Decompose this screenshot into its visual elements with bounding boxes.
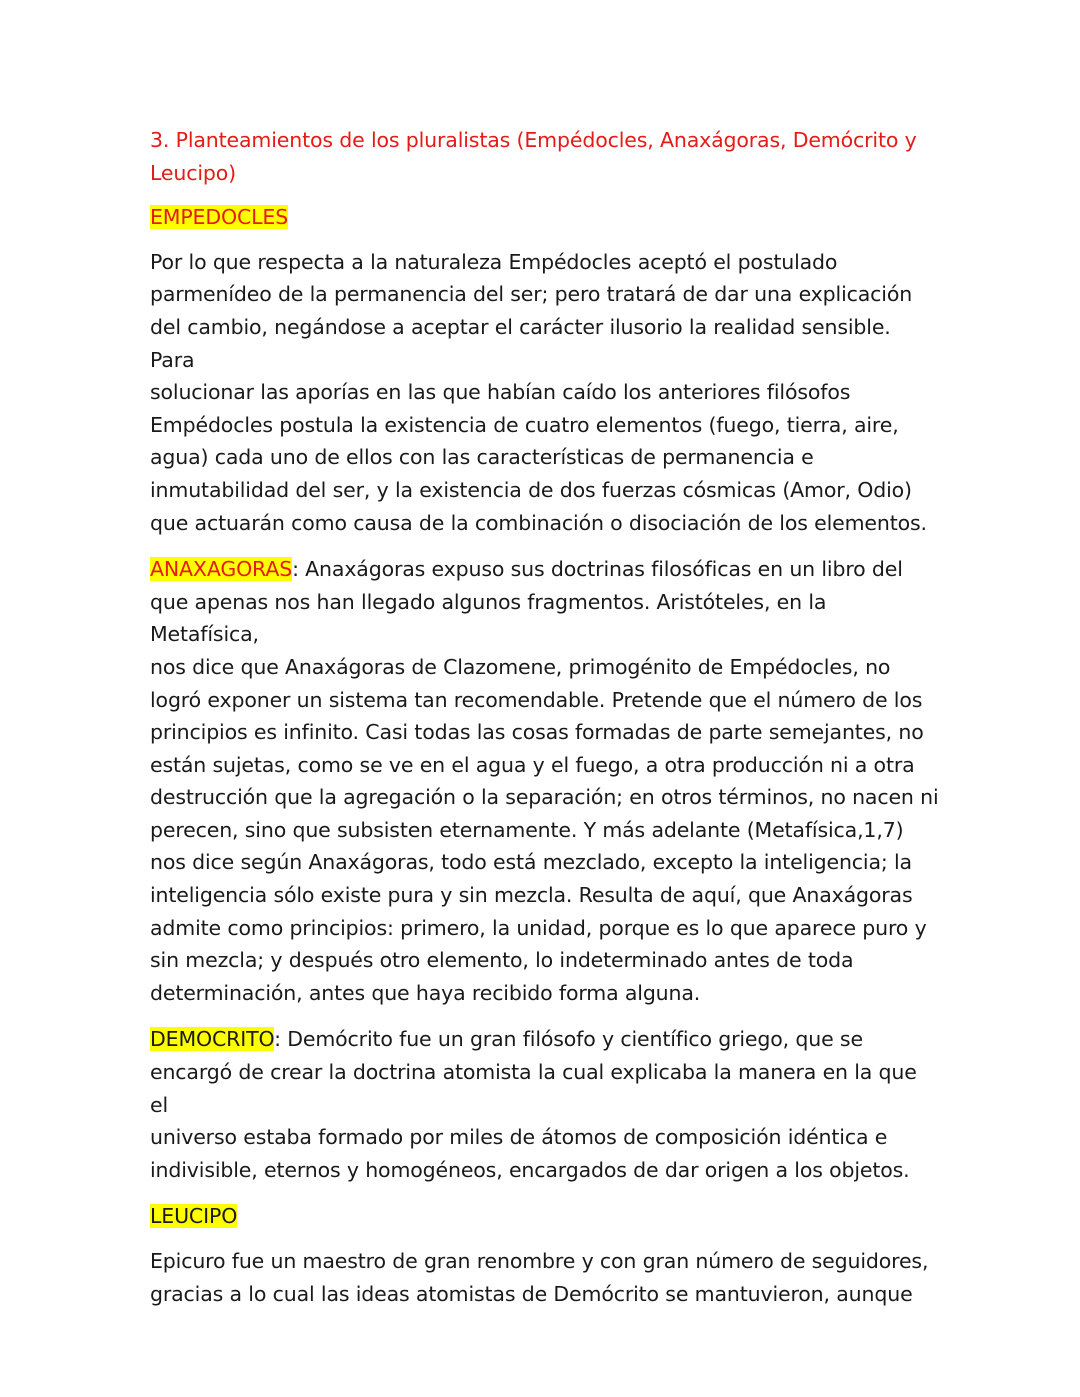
anaxagoras-paragraph bbox=[150, 553, 940, 1009]
empedocles-label: EMPEDOCLES bbox=[150, 205, 289, 230]
democrito-label: DEMOCRITO bbox=[150, 1027, 275, 1052]
democrito-text: : Demócrito fue un gran filósofo y científico griego, que se encargó de crear la doctrina atomista la cual explicaba la manera en la que el universo estaba formado por miles de átomos de composición idéntica e indivisible, eternos y homogéneos, encargados de dar origen a los objetos. bbox=[150, 1027, 917, 1182]
anaxagoras-label: ANAXAGORAS bbox=[150, 557, 293, 582]
leucipo-heading bbox=[150, 1200, 940, 1233]
empedocles-heading bbox=[150, 201, 940, 234]
democrito-paragraph bbox=[150, 1023, 940, 1186]
leucipo-paragraph: Epicuro fue un maestro de gran renombre y con gran número de seguidores, gracias a lo cual las ideas atomistas de Demócrito se mantuvieron, aunque bbox=[150, 1249, 929, 1306]
document-page bbox=[150, 124, 940, 1324]
anaxagoras-text: : Anaxágoras expuso sus doctrinas filosóficas en un libro del que apenas nos han llegado algunos fragmentos. Aristóteles, en la Metafísica, nos dice que Anaxágoras de Clazomene, primogénito de Empédocles, no logró exponer un sistema tan recomendable. Pretende que el número de los principios es infinito. Casi todas las cosas formadas de parte semejantes, no están sujetas, como se ve en el agua y el fuego, a otra producción ni a otra destrucción que la agregación o la separación; en otros términos, no nacen ni perecen, sino que subsisten eternamente. Y más adelante (Metafísica,1,7) nos dice según Anaxágoras, todo está mezclado, excepto la inteligencia; la inteligencia sólo existe pura y sin mezcla. Resulta de aquí, que Anaxágoras admite como principios: primero, la unidad, porque es lo que aparece puro y sin mezcla; y después otro elemento, lo indeterminado antes de toda determinación, antes que haya recibido forma alguna. bbox=[150, 557, 939, 1005]
empedocles-paragraph: Por lo que respecta a la naturaleza Empédocles aceptó el postulado parmenídeo de la permanencia del ser; pero tratará de dar una explicación del cambio, negándose a aceptar el carácter ilusorio la realidad sensible. Para solucionar las aporías en las que habían caído los anteriores filósofos Empédocles postula la existencia de cuatro elementos (fuego, tierra, aire, agua) cada uno de ellos con las características de permanencia e inmutabilidad del ser, y la existencia de dos fuerzas cósmicas (Amor, Odio) que actuarán como causa de la combinación o disociación de los elementos. bbox=[150, 249, 927, 535]
leucipo-label: LEUCIPO bbox=[150, 1204, 238, 1229]
section-title: 3. Planteamientos de los pluralistas (Empédocles, Anaxágoras, Demócrito y Leucipo) bbox=[150, 128, 917, 185]
